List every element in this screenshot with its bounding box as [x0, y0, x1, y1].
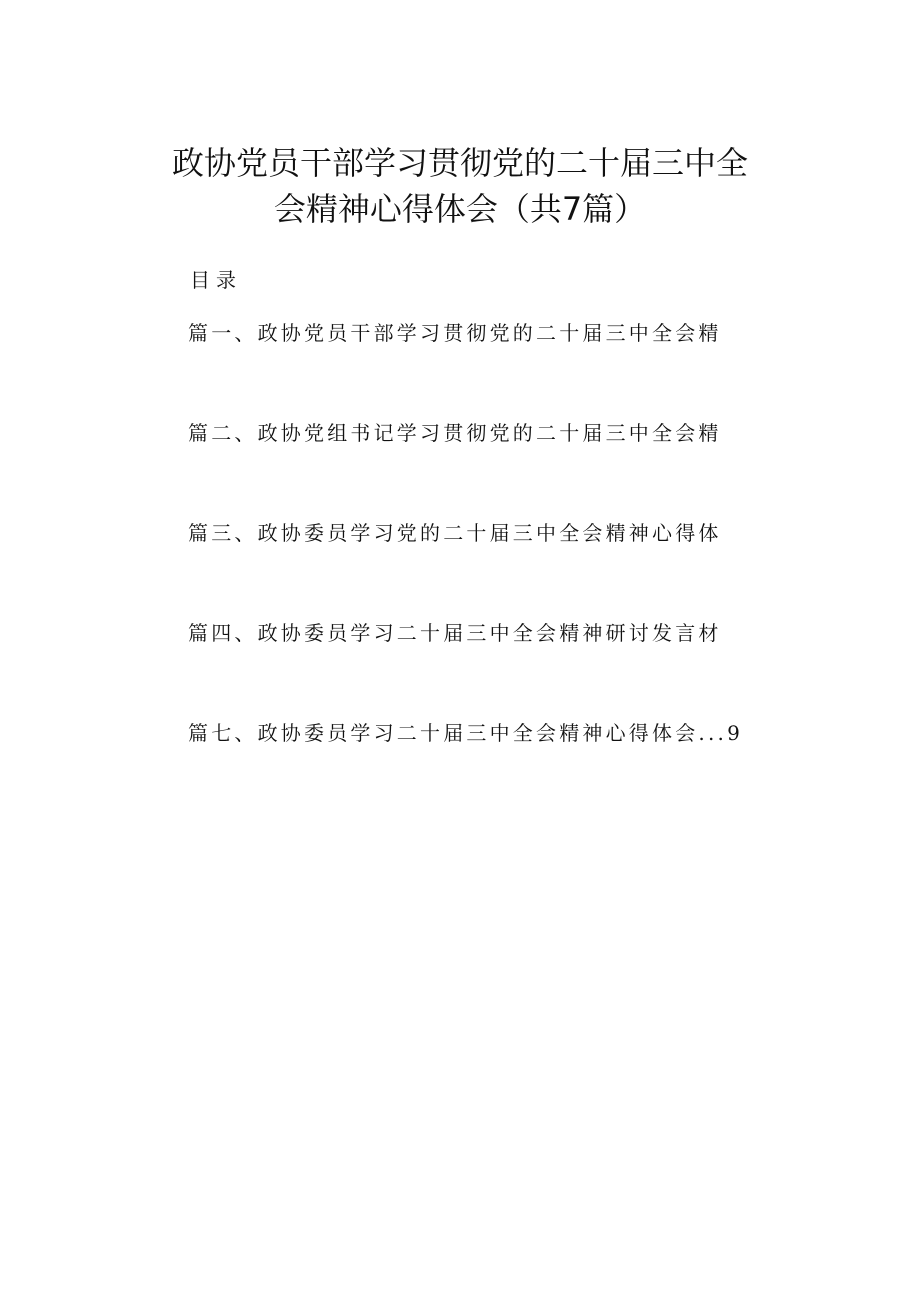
toc-item-2[interactable]: 篇二、政协党组书记学习贯彻党的二十届三中全会精 — [188, 421, 722, 445]
toc-item-1[interactable]: 篇一、政协党员干部学习贯彻党的二十届三中全会精 — [188, 321, 722, 345]
table-of-contents — [188, 316, 748, 816]
document-title — [0, 140, 920, 232]
toc-item-7[interactable]: 篇七、政协委员学习二十届三中全会精神心得体会...9 — [188, 721, 743, 745]
title-line-2: 会精神心得体会（共7篇） — [273, 190, 647, 228]
title-line-1: 政协党员干部学习贯彻党的二十届三中全 — [171, 144, 748, 182]
toc-heading: 目录 — [190, 268, 242, 292]
toc-item-3[interactable]: 篇三、政协委员学习党的二十届三中全会精神心得体 — [188, 521, 722, 545]
toc-item-4[interactable]: 篇四、政协委员学习二十届三中全会精神研讨发言材 — [188, 621, 722, 645]
